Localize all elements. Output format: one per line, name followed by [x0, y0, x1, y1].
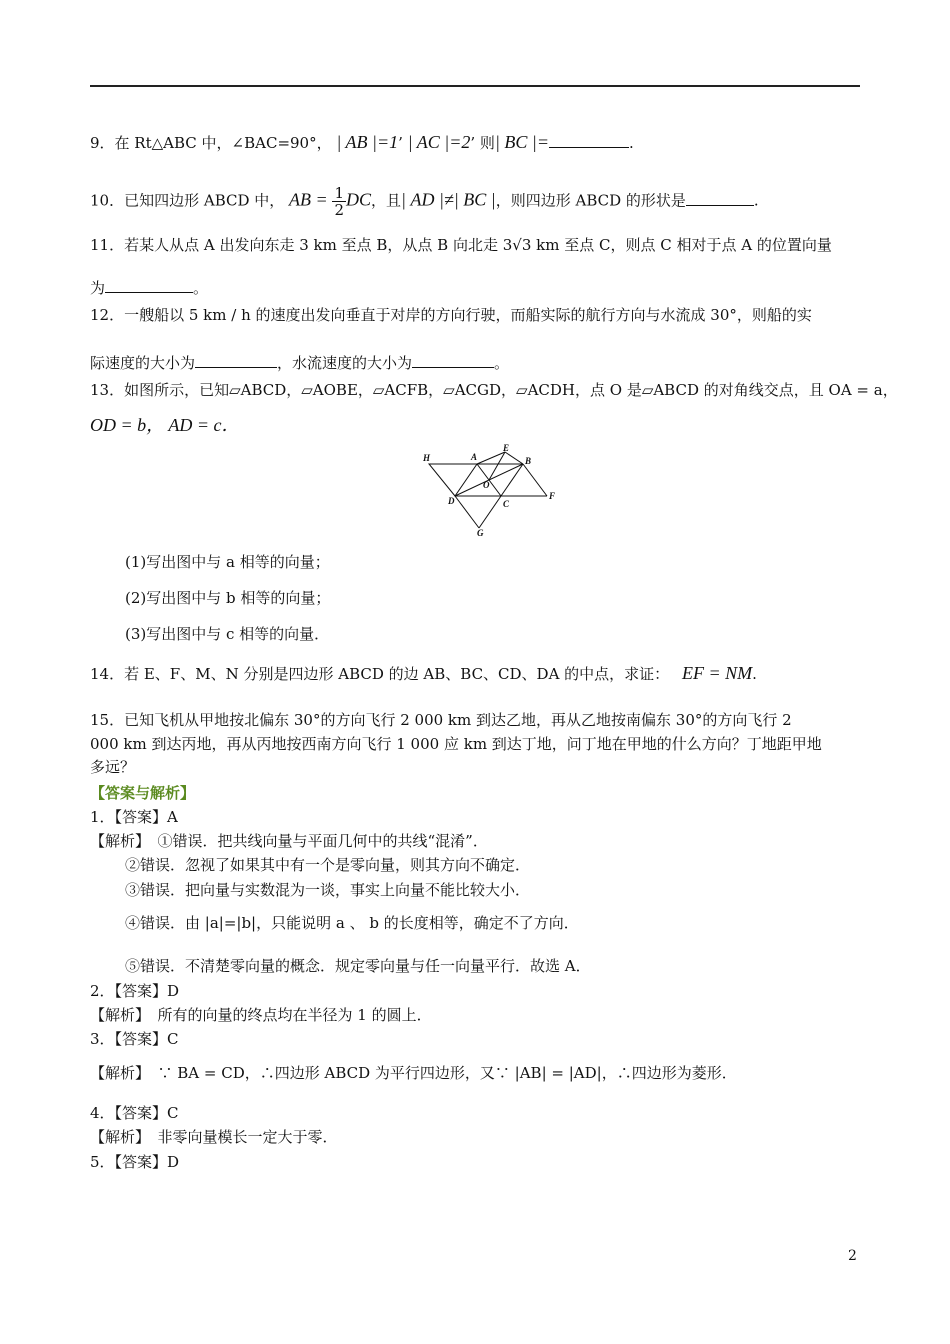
fig-dg-line	[455, 496, 479, 528]
q10-frac-num: 1	[334, 184, 345, 202]
q10-end: .	[753, 191, 759, 210]
fig-label-a: A	[471, 452, 478, 462]
answer-3: 3．【答案】C	[90, 1030, 179, 1048]
question-15-line2: 000 km 到达丙地，再从丙地按西南方向飞行 1 000 应 km 到达丁地，问丁地在甲地的什么方向？丁地距甲地	[90, 735, 822, 753]
q12-blank-2[interactable]	[412, 353, 494, 368]
analysis-4: 【解析】 非零向量模长一定大于零．	[90, 1128, 338, 1146]
q10-frac-den: 2	[334, 201, 345, 219]
answer-1: 1．【答案】A	[90, 808, 178, 826]
question-12-line1: 12．一艘船以 5 km / h 的速度出发向垂直于对岸的方向行驶，而船实际的航行方向与水流成 30°，则船的实	[90, 306, 812, 324]
answers-heading: 【答案与解析】	[90, 784, 196, 802]
fig-label-o: O	[483, 480, 490, 490]
page-number: 2	[848, 1248, 857, 1264]
q9-text: 9．在 Rt△ABC 中，∠BAC=90°，	[90, 134, 332, 152]
q12-end: 。	[494, 354, 510, 372]
fig-label-c: C	[503, 499, 510, 509]
analysis-1-item-5: ⑤错误．不清楚零向量的概念．规定零向量与任一向量平行．故选 A．	[125, 957, 591, 975]
question-10	[90, 185, 759, 218]
q10-cond: | AD |≠| BC |	[401, 189, 496, 210]
q12-part-b: ，水流速度的大小为	[277, 354, 413, 372]
q9-end: .	[628, 134, 634, 152]
q14-text: 14．若 E、F、M、N 分别是四边形 ABCD 的边 AB、BC、CD、DA 的中点，求证：	[90, 665, 670, 683]
analysis-2: 【解析】 所有的向量的终点均在半径为 1 的圆上．	[90, 1006, 432, 1024]
q9-ab: | AB |=1	[336, 132, 399, 152]
question-15-line3: 多远？	[90, 758, 136, 776]
header-rule	[90, 85, 860, 87]
q14-end: .	[752, 665, 757, 683]
parallelogram-figure	[423, 444, 563, 536]
analysis-3: 【解析】 ∵ BA = CD，∴四边形 ABCD 为平行四边形，又∵ |AB| = |AD|，∴四边形为菱形．	[90, 1064, 737, 1082]
question-13-line1: 13．如图所示，已知▱ABCD，▱AOBE，▱ACFB，▱ACGD，▱ACDH，点 O 是▱ABCD 的对角线交点，且 OA = a，	[90, 381, 898, 399]
q10-text: 10．已知四边形 ABCD 中，	[90, 191, 285, 210]
question-11-line2	[90, 278, 208, 298]
q9-then: 则	[479, 134, 495, 152]
answer-2: 2．【答案】D	[90, 982, 180, 1000]
q10-eq-left: AB =	[289, 189, 328, 210]
analysis-1: 【解析】 ①错误．把共线向量与平面几何中的共线“混淆”．	[90, 832, 488, 850]
fig-cg-line	[479, 496, 501, 528]
question-13-line2: OD = b， AD = c．	[90, 415, 240, 435]
question-12-line2	[90, 353, 509, 373]
question-13-part3: (3)写出图中与 c 相等的向量．	[125, 625, 330, 643]
answer-5: 5．【答案】D	[90, 1153, 180, 1171]
q10-tail: ，则四边形 ABCD 的形状是	[495, 191, 686, 210]
q11-blank[interactable]	[105, 278, 193, 293]
question-14	[90, 663, 757, 684]
question-11-line1: 11．若某人从点 A 出发向东走 3 km 至点 B，从点 B 向北走 3√3 km 至点 C，则点 C 相对于点 A 的位置向量	[90, 236, 832, 254]
q11-end: 。	[193, 279, 209, 297]
fig-eb-line	[505, 452, 523, 464]
question-15-line1: 15．已知飞机从甲地按北偏东 30°的方向飞行 2 000 km 到达乙地，再从乙地按南偏东 30°的方向飞行 2	[90, 711, 792, 729]
analysis-1-item-2: ②错误．忽视了如果其中有一个是零向量，则其方向不确定．	[125, 856, 531, 874]
analysis-1-item-4: ④错误．由 |a|=|b|，只能说明 a 、 b 的长度相等，确定不了方向．	[125, 914, 579, 932]
q12-blank-1[interactable]	[195, 353, 277, 368]
q9-ac: | AC |=2	[407, 132, 471, 152]
q14-eq: EF = NM	[681, 663, 753, 683]
q12-part-a: 际速度的大小为	[90, 354, 196, 372]
fig-label-e: E	[503, 444, 510, 453]
question-9: 9．在 Rt△ABC 中，∠BAC=90°， | AB |=1’ | AC |=2’ 则| BC |= .	[90, 132, 634, 152]
fig-label-f: F	[549, 491, 556, 501]
fig-label-d: D	[448, 496, 455, 506]
fig-hacd-edge	[429, 464, 477, 496]
q9-blank[interactable]	[549, 133, 629, 148]
fig-label-h: H	[423, 453, 431, 463]
q10-blank[interactable]	[686, 191, 754, 206]
question-13-part2: (2)写出图中与 b 相等的向量；	[125, 589, 331, 607]
q11-prefix: 为	[90, 279, 106, 297]
fig-label-g: G	[477, 528, 484, 536]
fig-label-b: B	[525, 456, 532, 466]
fig-ae-line	[477, 452, 505, 464]
q10-fraction	[332, 185, 346, 218]
q10-eq-right: DC	[346, 189, 372, 210]
question-13-part1: (1)写出图中与 a 相等的向量；	[125, 553, 330, 571]
analysis-1-item-3: ③错误．把向量与实数混为一谈，事实上向量不能比较大小．	[125, 881, 531, 899]
q10-mid: ，且	[371, 191, 402, 210]
fig-bf-line	[523, 464, 547, 496]
answer-4: 4．【答案】C	[90, 1104, 179, 1122]
q9-bc: | BC |=	[494, 132, 549, 152]
